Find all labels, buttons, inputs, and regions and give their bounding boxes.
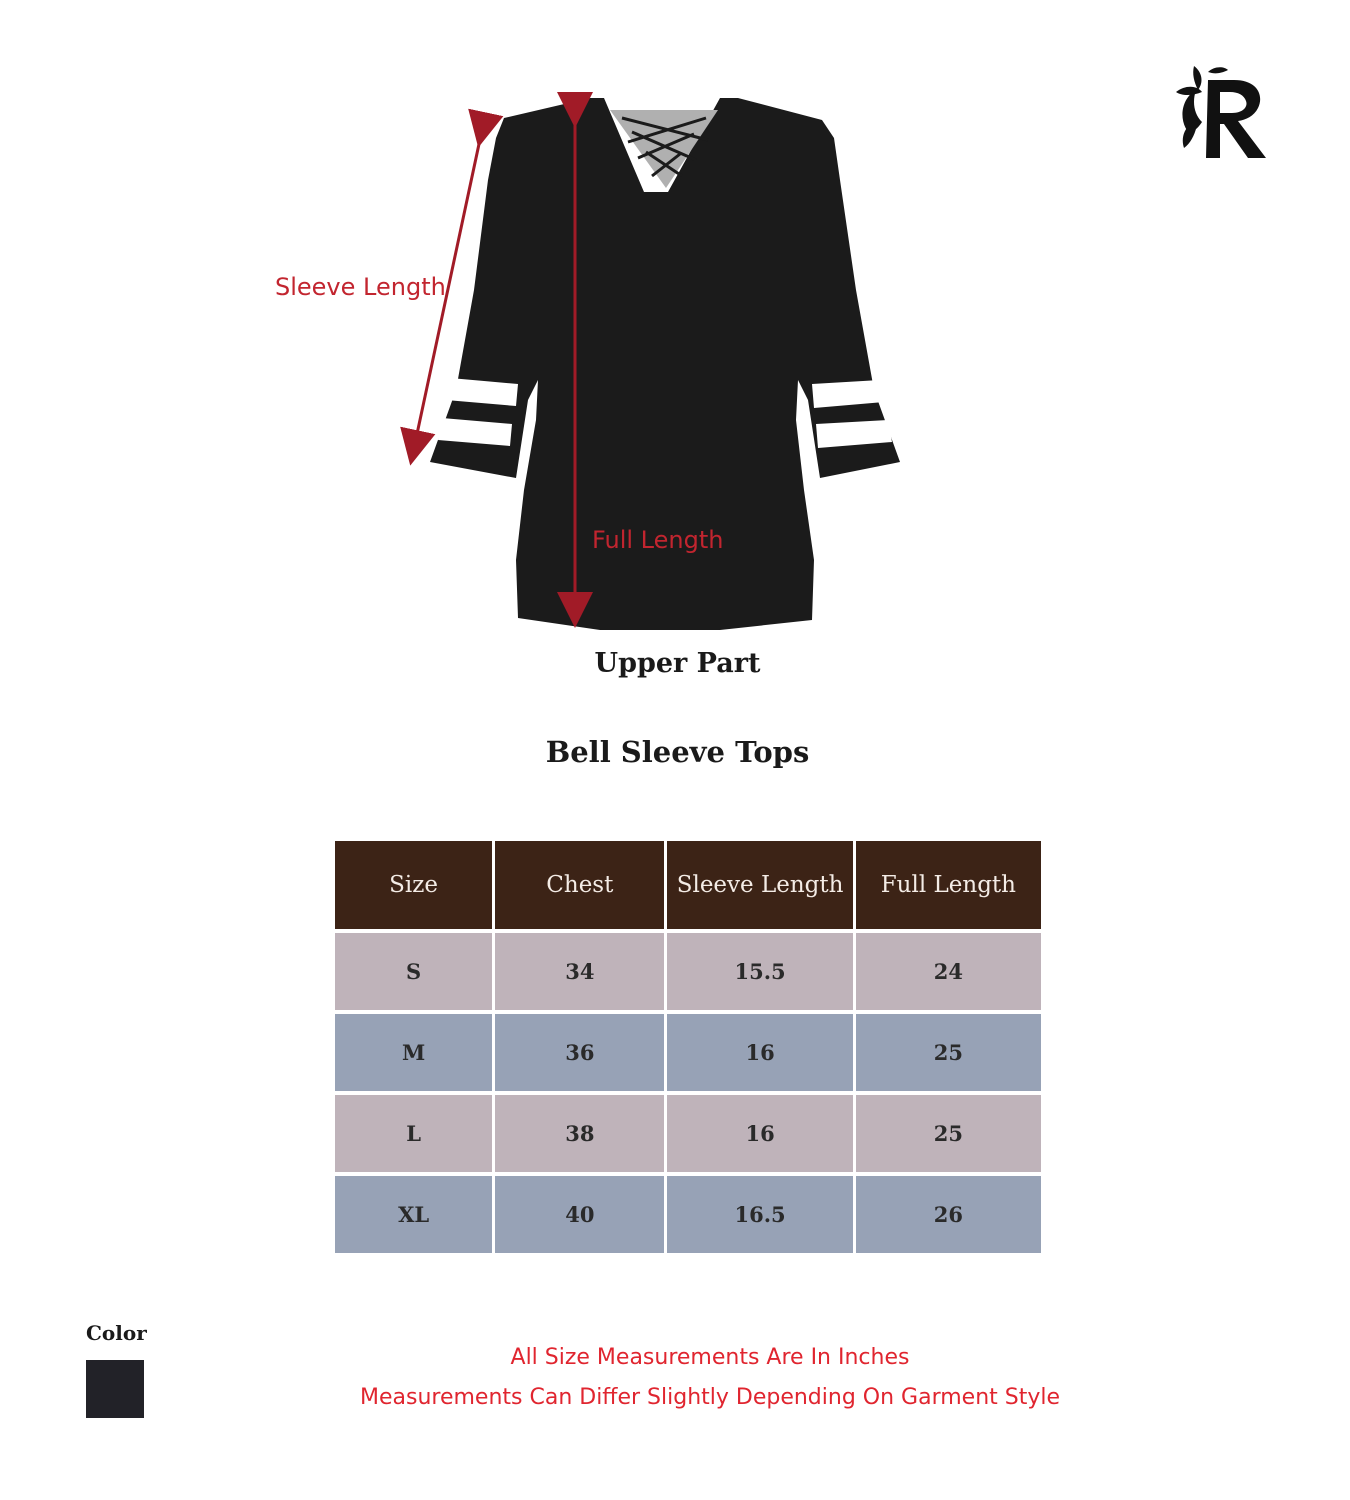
cell-sleeve-length: 16.5 bbox=[667, 1176, 855, 1257]
header-chest: Chest bbox=[495, 841, 667, 933]
cell-full-length: 25 bbox=[856, 1014, 1041, 1095]
cell-chest: 38 bbox=[495, 1095, 667, 1176]
cell-sleeve-length: 16 bbox=[667, 1095, 855, 1176]
brand-logo-icon bbox=[1168, 62, 1278, 166]
cell-chest: 34 bbox=[495, 933, 667, 1014]
full-length-label: Full Length bbox=[592, 526, 724, 554]
header-sleeve-length: Sleeve Length bbox=[667, 841, 855, 933]
color-swatch bbox=[86, 1360, 144, 1418]
measurement-notes bbox=[330, 1338, 1090, 1418]
cell-full-length: 25 bbox=[856, 1095, 1041, 1176]
table-row bbox=[335, 1014, 1041, 1095]
cell-full-length: 24 bbox=[856, 933, 1041, 1014]
cell-sleeve-length: 15.5 bbox=[667, 933, 855, 1014]
table-row bbox=[335, 933, 1041, 1014]
cell-size: M bbox=[335, 1014, 495, 1095]
table-header-row bbox=[335, 841, 1041, 933]
garment-illustration bbox=[260, 90, 960, 650]
cell-chest: 36 bbox=[495, 1014, 667, 1095]
note-garment-style: Measurements Can Differ Slightly Depending On Garment Style bbox=[359, 1385, 1061, 1410]
cell-full-length: 26 bbox=[856, 1176, 1041, 1257]
cell-sleeve-length: 16 bbox=[667, 1014, 855, 1095]
cell-chest: 40 bbox=[495, 1176, 667, 1257]
size-chart-table bbox=[335, 841, 1041, 1257]
cell-size: XL bbox=[335, 1176, 495, 1257]
cell-size: S bbox=[335, 933, 495, 1014]
diagram-caption: Upper Part bbox=[594, 648, 761, 679]
header-full-length: Full Length bbox=[856, 841, 1041, 933]
table-row bbox=[335, 1095, 1041, 1176]
color-label: Color bbox=[86, 1321, 147, 1345]
table-title: Bell Sleeve Tops bbox=[545, 735, 810, 769]
header-size: Size bbox=[335, 841, 495, 933]
sleeve-length-label: Sleeve Length bbox=[275, 273, 446, 301]
cell-size: L bbox=[335, 1095, 495, 1176]
note-inches: All Size Measurements Are In Inches bbox=[510, 1345, 910, 1370]
table-row bbox=[335, 1176, 1041, 1257]
